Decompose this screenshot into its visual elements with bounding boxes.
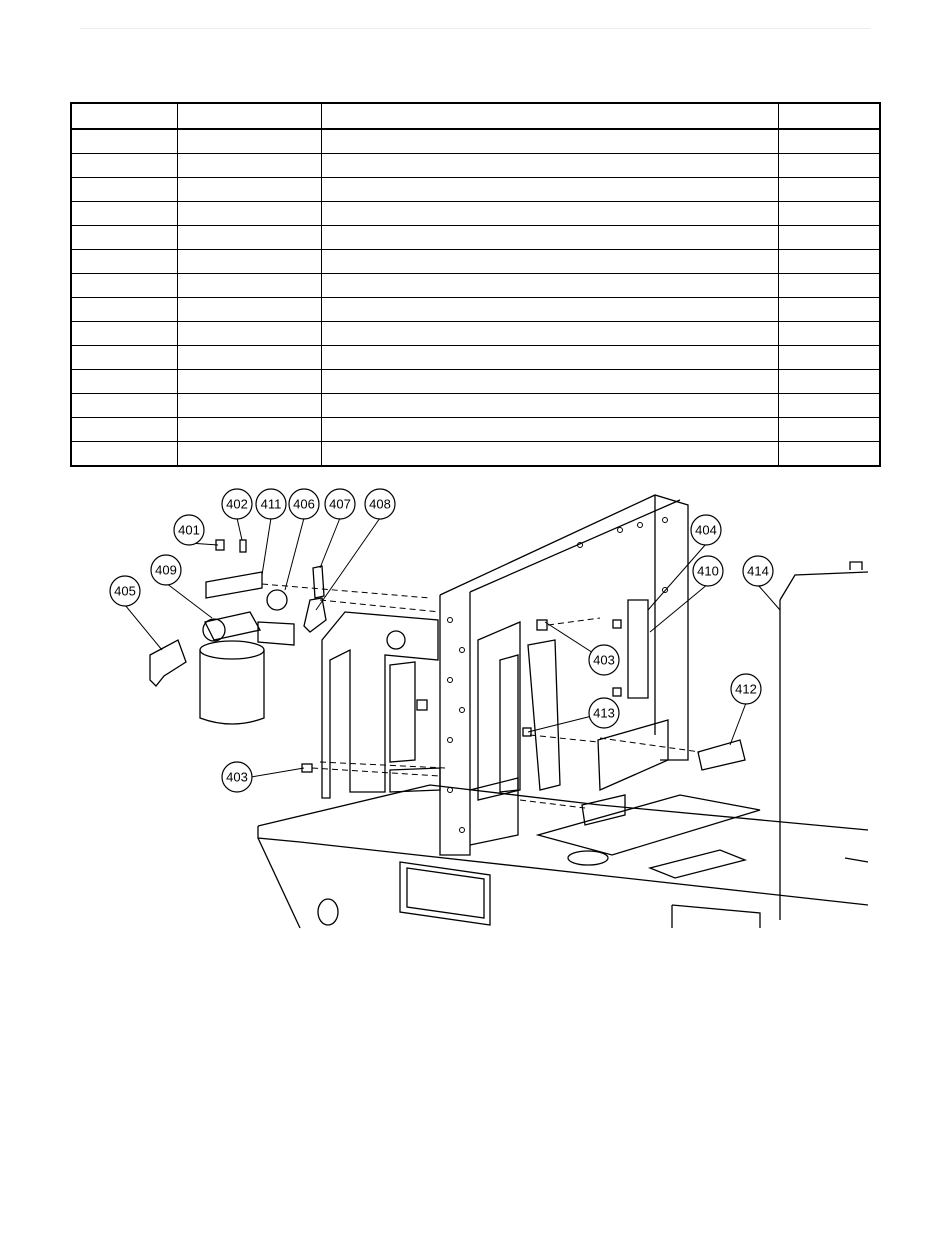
table-cell [778, 370, 880, 394]
table-cell [778, 129, 880, 154]
table-cell [71, 418, 177, 442]
table-cell [177, 418, 321, 442]
callout-414-label: 414 [747, 563, 769, 579]
table-row [71, 154, 880, 178]
tank [780, 562, 868, 920]
page-top-rule [80, 28, 870, 29]
callout-413-label: 413 [593, 705, 615, 721]
table-cell [71, 394, 177, 418]
column-header [778, 103, 880, 129]
table-cell [177, 322, 321, 346]
callout-407-label: 407 [329, 496, 351, 512]
table-row [71, 274, 880, 298]
table-cell [321, 298, 778, 322]
table-cell [321, 394, 778, 418]
callout-408 [365, 489, 395, 519]
table-row [71, 370, 880, 394]
table-cell [778, 418, 880, 442]
callout-411-label: 411 [260, 496, 282, 512]
table-cell [177, 346, 321, 370]
table-row [71, 226, 880, 250]
table-cell [71, 202, 177, 226]
callout-412-label: 412 [735, 681, 757, 697]
column-header [71, 103, 177, 129]
table-cell [177, 442, 321, 467]
table-cell [71, 346, 177, 370]
column-header [321, 103, 778, 129]
table-cell [321, 442, 778, 467]
table-cell [177, 178, 321, 202]
table-cell [71, 442, 177, 467]
table-cell [321, 274, 778, 298]
frame-base [258, 785, 868, 928]
table-cell [71, 154, 177, 178]
table-cell [177, 394, 321, 418]
callout-409-label: 409 [155, 562, 177, 578]
table-row [71, 346, 880, 370]
table-cell [321, 322, 778, 346]
exploded-assembly-diagram [0, 470, 950, 940]
vertical-frame-panels [322, 495, 745, 855]
callout-408-label: 408 [369, 496, 391, 512]
table-cell [71, 226, 177, 250]
callout-410-label: 410 [697, 563, 719, 579]
table-cell [321, 202, 778, 226]
table-cell [778, 298, 880, 322]
table-cell [778, 250, 880, 274]
callout-412 [731, 674, 761, 704]
callout-401-label: 401 [178, 522, 200, 538]
callout-406-label: 406 [293, 496, 315, 512]
table-cell [778, 154, 880, 178]
parts-table-header [71, 103, 880, 129]
table-cell [177, 298, 321, 322]
callout-404 [691, 515, 721, 545]
table-cell [321, 129, 778, 154]
table-cell [321, 250, 778, 274]
callout-409 [151, 555, 181, 585]
callout-404-label: 404 [695, 522, 717, 538]
parts-table [70, 102, 881, 467]
table-cell [177, 274, 321, 298]
table-row [71, 298, 880, 322]
table-cell [321, 418, 778, 442]
table-row [71, 178, 880, 202]
table-cell [177, 129, 321, 154]
table-cell [71, 274, 177, 298]
callout-411 [256, 489, 286, 519]
callout-405 [110, 576, 140, 606]
table-row [71, 250, 880, 274]
table-cell [778, 274, 880, 298]
table-cell [177, 250, 321, 274]
table-cell [71, 370, 177, 394]
callout-403-lower-label: 403 [226, 769, 248, 785]
table-cell [321, 178, 778, 202]
table-cell [778, 202, 880, 226]
callout-403-upper-label: 403 [593, 652, 615, 668]
table-row [71, 129, 880, 154]
table-cell [71, 178, 177, 202]
callout-402-label: 402 [226, 496, 248, 512]
column-header [177, 103, 321, 129]
table-cell [177, 226, 321, 250]
table-row [71, 394, 880, 418]
leader-lines [125, 518, 780, 777]
fasteners [216, 540, 621, 772]
callout-410 [693, 556, 723, 586]
table-row [71, 322, 880, 346]
table-cell [71, 250, 177, 274]
table-cell [778, 394, 880, 418]
table-cell [71, 322, 177, 346]
callout-405-label: 405 [114, 583, 136, 599]
table-cell [321, 154, 778, 178]
table-cell [321, 346, 778, 370]
callout-403-lower [222, 762, 252, 792]
table-row [71, 442, 880, 467]
filter-assembly [150, 566, 326, 724]
table-cell [321, 370, 778, 394]
table-cell [778, 226, 880, 250]
table-row [71, 202, 880, 226]
callout-401 [174, 515, 204, 545]
table-cell [177, 370, 321, 394]
table-cell [778, 346, 880, 370]
callout-413 [589, 698, 619, 728]
table-cell [778, 442, 880, 467]
table-cell [321, 226, 778, 250]
table-cell [71, 129, 177, 154]
callout-402 [222, 489, 252, 519]
table-cell [778, 322, 880, 346]
table-row [71, 418, 880, 442]
callout-414 [743, 556, 773, 586]
table-cell [71, 298, 177, 322]
table-cell [778, 178, 880, 202]
callout-406 [289, 489, 319, 519]
callout-403-upper [589, 645, 619, 675]
callout-407 [325, 489, 355, 519]
table-cell [177, 202, 321, 226]
table-cell [177, 154, 321, 178]
